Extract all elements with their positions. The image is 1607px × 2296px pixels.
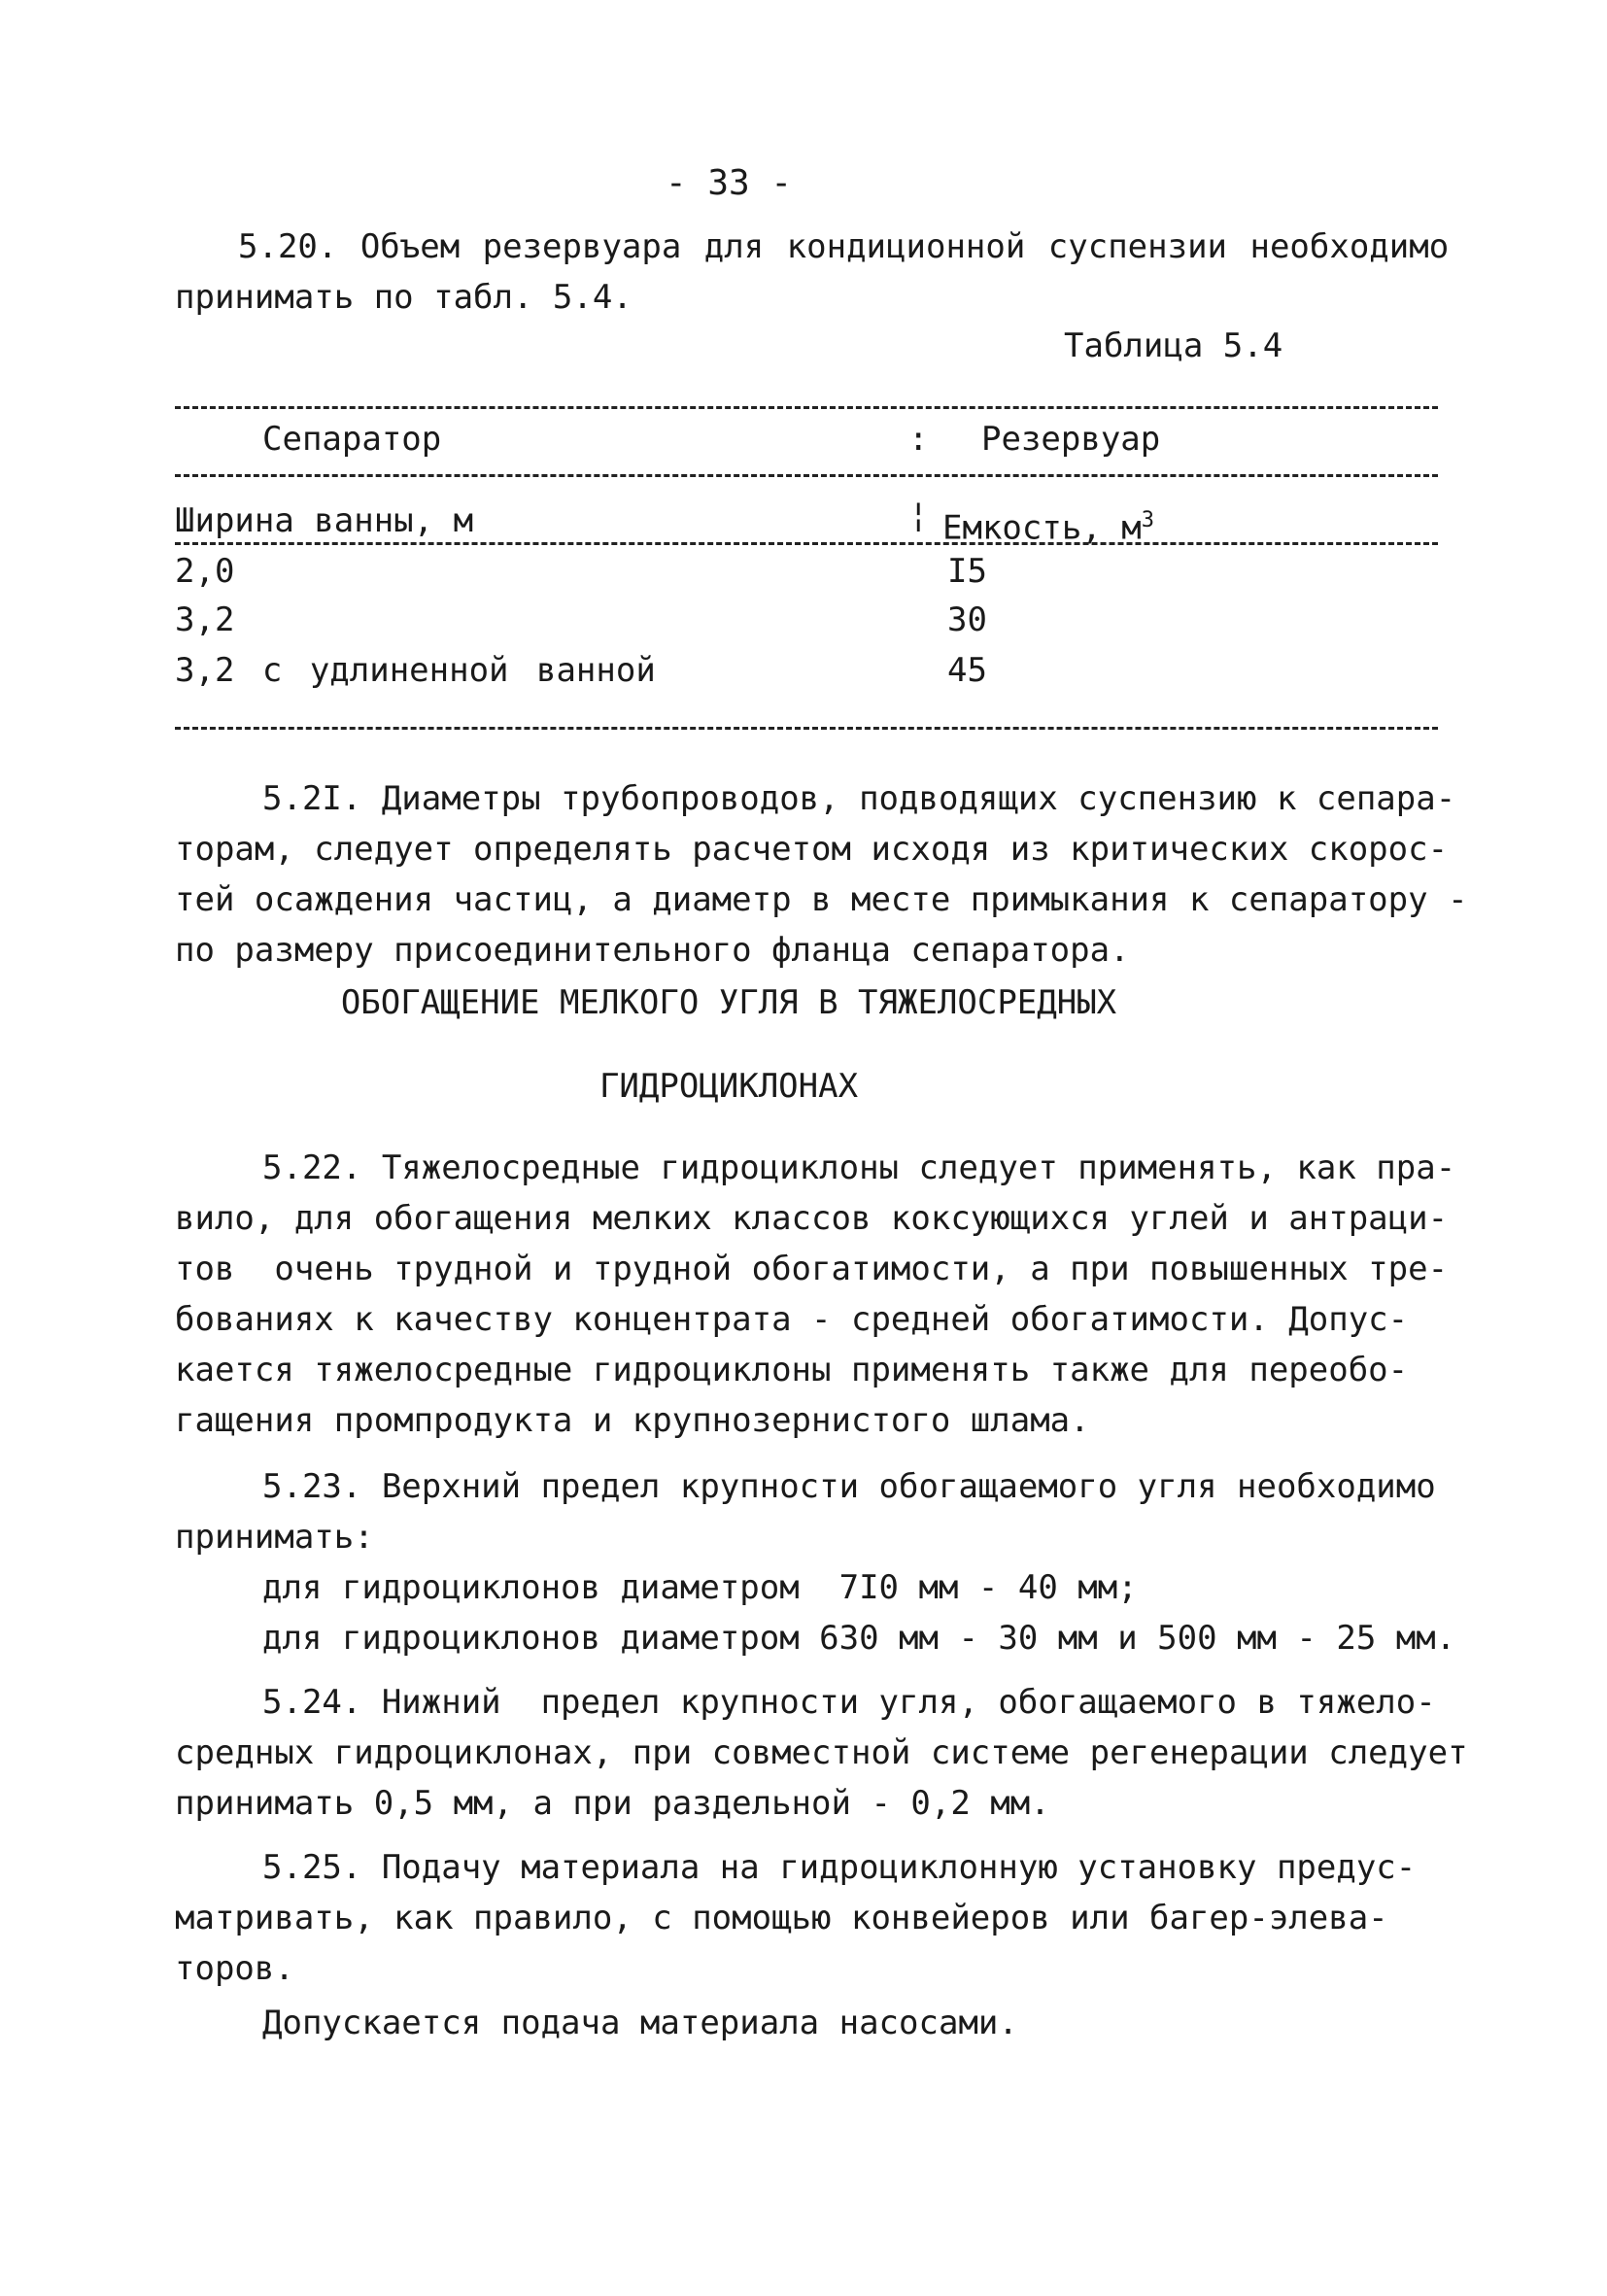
paragraph-line: тей осаждения частиц, а диаметр в месте примыкания к сепаратору - bbox=[175, 880, 1468, 919]
table-subheader-capacity: Емкость, $м^3$ bbox=[942, 508, 1154, 548]
table-subheader-divider: ¦ bbox=[908, 496, 929, 534]
paragraph-line: торам, следует определять расчетом исходя из критических скорос- bbox=[175, 830, 1449, 869]
table-header-rule bbox=[175, 474, 1438, 477]
table-subheader-width: Ширина ванны, м bbox=[175, 501, 474, 540]
paragraph-line: средных гидроциклонах, при совместной системе регенерации следует bbox=[175, 1733, 1468, 1772]
paragraph-line: по размеру присоединительного фланца сепаратора. bbox=[175, 931, 1130, 970]
paragraph-line: 5.22. Тяжелосредные гидроциклоны следует применять, как пра- bbox=[262, 1148, 1456, 1187]
paragraph-line: гащения промпродукта и крупнозернистого шлама. bbox=[175, 1401, 1090, 1440]
list-item: для гидроциклонов диаметром 7I0 мм - 40 мм; bbox=[262, 1568, 1138, 1607]
paragraph-line: 5.25. Подачу материала на гидроциклонную установку предус- bbox=[262, 1848, 1417, 1887]
paragraph-5-20-line-1: 5.20. Объем резервуара для кондиционной суспензии необходимо bbox=[238, 227, 1450, 266]
row-2-width: 3,2 bbox=[175, 600, 235, 639]
table-header-separator: Сепаратор bbox=[262, 420, 442, 459]
section-heading-line-1: ОБОГАЩЕНИЕ МЕЛКОГО УГЛЯ В ТЯЖЕЛОСРЕДНЫХ bbox=[340, 983, 1117, 1022]
paragraph-line: тов очень трудной и трудной обогатимости, а при повышенных тре- bbox=[175, 1250, 1449, 1288]
table-top-rule bbox=[175, 406, 1438, 409]
table-bottom-rule bbox=[175, 727, 1438, 730]
row-3-capacity: 45 bbox=[947, 651, 987, 690]
paragraph-line: 5.24. Нижний предел крупности угля, обогащаемого в тяжело- bbox=[262, 1683, 1436, 1722]
table-subheader-rule bbox=[175, 542, 1438, 545]
paragraph-line: матривать, как правило, с помощью конвейеров или багер-элева- bbox=[175, 1899, 1388, 1937]
paragraph-line: принимать 0,5 мм, а при раздельной - 0,2 мм. bbox=[175, 1784, 1050, 1823]
section-heading-line-2: ГИДРОЦИКЛОНАХ bbox=[598, 1067, 859, 1106]
paragraph-5-20-line-2: принимать по табл. 5.4. bbox=[175, 278, 633, 317]
paragraph-line: бованиях к качеству концентрата - средней обогатимости. Допус- bbox=[175, 1300, 1409, 1339]
paragraph-line: кается тяжелосредные гидроциклоны применять также для переобо- bbox=[175, 1351, 1409, 1389]
row-2-capacity: 30 bbox=[947, 600, 987, 639]
paragraph-line: 5.23. Верхний предел крупности обогащаемого угля необходимо bbox=[262, 1467, 1436, 1506]
page-number: - 33 - bbox=[665, 163, 793, 203]
paragraph-line: Допускается подача материала насосами. bbox=[262, 2004, 1018, 2042]
row-1-width: 2,0 bbox=[175, 552, 235, 591]
paragraph-line: торов. bbox=[175, 1949, 294, 1988]
paragraph-line: принимать: bbox=[175, 1518, 374, 1557]
paragraph-line: 5.2I. Диаметры трубопроводов, подводящих суспензию к сепара- bbox=[262, 779, 1456, 818]
table-caption: Таблица 5.4 bbox=[1064, 326, 1283, 365]
table-header-divider: : bbox=[908, 420, 929, 459]
row-3-width: 3,2 с удлиненной ванной bbox=[175, 651, 656, 690]
row-1-capacity: I5 bbox=[947, 552, 987, 591]
list-item: для гидроциклонов диаметром 630 мм - 30 мм и 500 мм - 25 мм. bbox=[262, 1619, 1456, 1658]
table-header-reservoir: Резервуар bbox=[981, 420, 1161, 459]
paragraph-line: вило, для обогащения мелких классов коксующихся углей и антраци- bbox=[175, 1199, 1449, 1238]
